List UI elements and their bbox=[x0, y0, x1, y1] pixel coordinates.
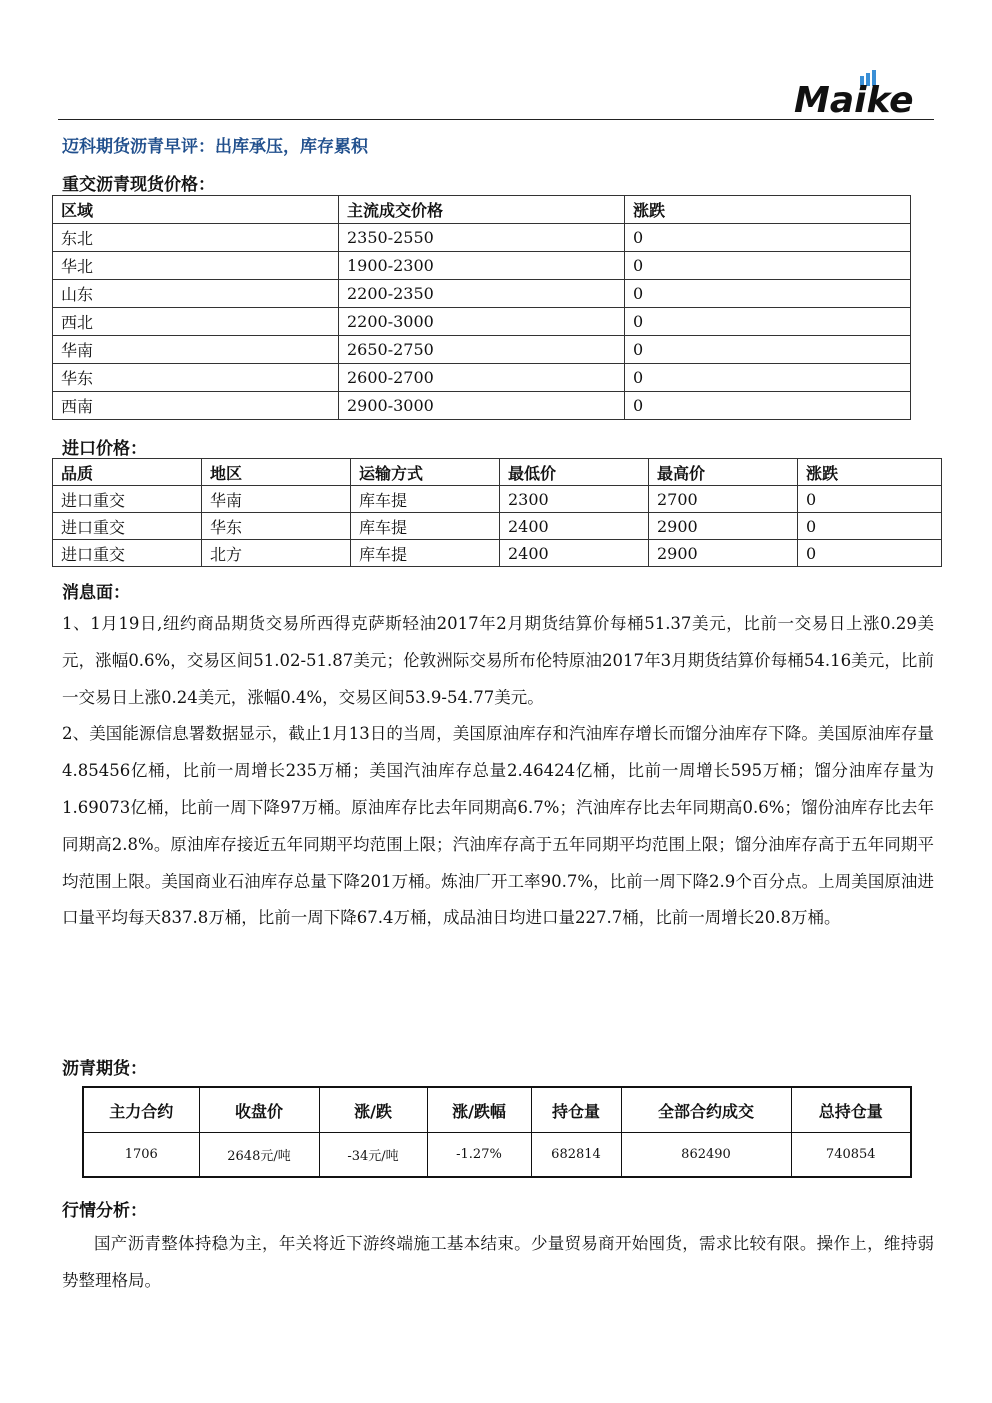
table-cell: 0 bbox=[798, 513, 942, 540]
column-header: 涨/跌幅 bbox=[427, 1087, 531, 1133]
import-heading: 进口价格： bbox=[62, 439, 147, 459]
table-cell: 库车提 bbox=[351, 540, 500, 567]
table-row bbox=[53, 308, 911, 336]
table-cell: 库车提 bbox=[351, 513, 500, 540]
table-row bbox=[53, 540, 942, 567]
table-cell: 0 bbox=[625, 280, 911, 308]
table-cell: 山东 bbox=[53, 280, 339, 308]
table-cell: 2648元/吨 bbox=[199, 1133, 319, 1178]
table-cell: 2200-3000 bbox=[339, 308, 625, 336]
table-cell: 0 bbox=[625, 336, 911, 364]
table-cell: 2600-2700 bbox=[339, 364, 625, 392]
column-header: 区域 bbox=[53, 196, 339, 224]
table-cell: 2200-2350 bbox=[339, 280, 625, 308]
news-item: 2、美国能源信息署数据显示，截止1月13日的当周，美国原油库存和汽油库存增长而馏分油库存下降。美国原油库存量4.85456亿桶，比前一周增长235万桶；美国汽油库存总量2.46424亿桶，比前一周增长595万桶；馏分油库存量为1.69073亿桶，比前一周下降97万桶。原油库存比去年同期高6.7%；汽油库存比去年同期高0.6%；馏份油库存比去年同期高2.8%。原油库存接近五年同期平均范围上限；汽油库存高于五年同期平均范围上限；馏分油库存高于五年同期平均范围上限。美国商业石油库存总量下降201万桶。炼油厂开工率90.7%，比前一周下降2.9个百分点。上周美国原油进口量平均每天837.8万桶，比前一周下降67.4万桶，成品油日均进口量227.7桶，比前一周增长20.8万桶。 bbox=[62, 724, 934, 928]
logo-text: Maike bbox=[794, 80, 914, 121]
table-cell: 1706 bbox=[83, 1133, 199, 1178]
news-item: 1、1月19日,纽约商品期货交易所西得克萨斯轻油2017年2月期货结算价每桶51.37美元，比前一交易日上涨0.29美元，涨幅0.6%，交易区间51.02-51.87美元；伦敦洲际交易所布伦特原油2017年3月期货结算价每桶54.16美元，比前一交易日上涨0.24美元，涨幅0.4%，交易区间53.9-54.77美元。 bbox=[62, 614, 934, 707]
table-cell: 华东 bbox=[53, 364, 339, 392]
analysis-text: 国产沥青整体持稳为主，年关将近下游终端施工基本结束。少量贸易商开始囤货，需求比较有限。操作上，维持弱势整理格局。 bbox=[62, 1234, 934, 1290]
table-cell: 0 bbox=[625, 308, 911, 336]
table-cell: 0 bbox=[625, 364, 911, 392]
table-header-row bbox=[53, 459, 942, 486]
analysis-heading: 行情分析： bbox=[62, 1201, 147, 1221]
table-cell: 0 bbox=[625, 252, 911, 280]
table-cell: 华南 bbox=[202, 486, 351, 513]
table-row bbox=[53, 364, 911, 392]
table-row bbox=[53, 224, 911, 252]
table-cell: 北方 bbox=[202, 540, 351, 567]
spot-heading: 重交沥青现货价格： bbox=[62, 175, 215, 195]
table-cell: 0 bbox=[798, 486, 942, 513]
table-row bbox=[53, 392, 911, 420]
news-heading: 消息面： bbox=[62, 583, 130, 603]
table-cell: 华南 bbox=[53, 336, 339, 364]
table-row bbox=[53, 486, 942, 513]
table-cell: 2700 bbox=[649, 486, 798, 513]
table-cell: -1.27% bbox=[427, 1133, 531, 1178]
table-cell: 华东 bbox=[202, 513, 351, 540]
column-header: 持仓量 bbox=[531, 1087, 621, 1133]
column-header: 全部合约成交 bbox=[621, 1087, 791, 1133]
futures-heading: 沥青期货： bbox=[62, 1059, 147, 1079]
table-cell: -34元/吨 bbox=[319, 1133, 427, 1178]
table-cell: 1900-2300 bbox=[339, 252, 625, 280]
column-header: 收盘价 bbox=[199, 1087, 319, 1133]
table-cell: 西北 bbox=[53, 308, 339, 336]
table-cell: 西南 bbox=[53, 392, 339, 420]
table-cell: 862490 bbox=[621, 1133, 791, 1178]
table-header-row bbox=[83, 1087, 911, 1133]
table-cell: 2400 bbox=[500, 513, 649, 540]
table-row bbox=[53, 252, 911, 280]
table-cell: 东北 bbox=[53, 224, 339, 252]
import-price-table bbox=[52, 458, 942, 567]
table-cell: 库车提 bbox=[351, 486, 500, 513]
page-title: 迈科期货沥青早评：出库承压，库存累积 bbox=[62, 137, 368, 157]
table-row bbox=[53, 513, 942, 540]
spot-price-table bbox=[52, 195, 911, 420]
column-header: 涨跌 bbox=[798, 459, 942, 486]
column-header: 最低价 bbox=[500, 459, 649, 486]
table-cell: 2350-2550 bbox=[339, 224, 625, 252]
table-cell: 进口重交 bbox=[53, 513, 202, 540]
analysis-body bbox=[62, 1226, 934, 1300]
table-cell: 0 bbox=[798, 540, 942, 567]
table-cell: 740854 bbox=[791, 1133, 911, 1178]
header-rule bbox=[58, 119, 934, 120]
column-header: 品质 bbox=[53, 459, 202, 486]
column-header: 涨跌 bbox=[625, 196, 911, 224]
column-header: 最高价 bbox=[649, 459, 798, 486]
column-header: 地区 bbox=[202, 459, 351, 486]
news-body bbox=[62, 606, 934, 937]
table-row bbox=[53, 280, 911, 308]
table-cell: 0 bbox=[625, 224, 911, 252]
table-cell: 进口重交 bbox=[53, 486, 202, 513]
table-cell: 0 bbox=[625, 392, 911, 420]
maike-logo bbox=[790, 70, 940, 122]
table-cell: 2400 bbox=[500, 540, 649, 567]
column-header: 总持仓量 bbox=[791, 1087, 911, 1133]
table-row bbox=[83, 1133, 911, 1178]
table-header-row bbox=[53, 196, 911, 224]
table-cell: 2900-3000 bbox=[339, 392, 625, 420]
table-cell: 2900 bbox=[649, 513, 798, 540]
table-cell: 2300 bbox=[500, 486, 649, 513]
futures-table bbox=[82, 1086, 912, 1178]
table-cell: 2650-2750 bbox=[339, 336, 625, 364]
table-cell: 2900 bbox=[649, 540, 798, 567]
column-header: 运输方式 bbox=[351, 459, 500, 486]
table-cell: 682814 bbox=[531, 1133, 621, 1178]
column-header: 主流成交价格 bbox=[339, 196, 625, 224]
table-row bbox=[53, 336, 911, 364]
table-cell: 华北 bbox=[53, 252, 339, 280]
column-header: 主力合约 bbox=[83, 1087, 199, 1133]
table-cell: 进口重交 bbox=[53, 540, 202, 567]
column-header: 涨/跌 bbox=[319, 1087, 427, 1133]
